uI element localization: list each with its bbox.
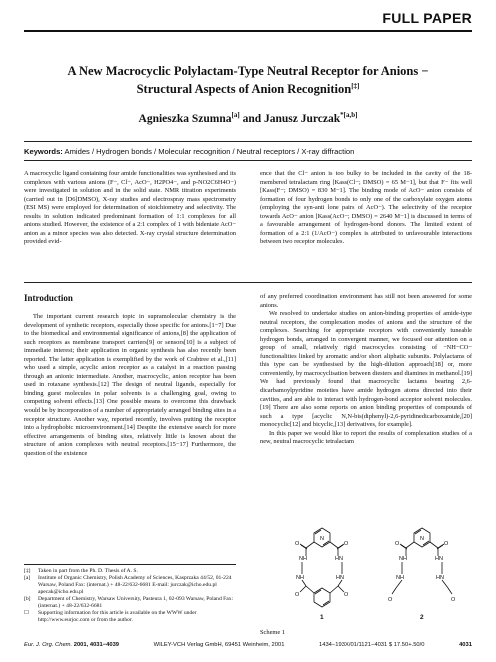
footer-publisher: WILEY-VCH Verlag GmbH, 69451 Weinheim, 2001 [153,642,285,648]
atom-o-1a: O [295,541,300,547]
compound-1-benzene [314,588,330,607]
atom-nh-2a: NH [399,556,407,562]
footnote-2 [24,575,236,596]
footnotes [24,568,236,624]
keywords [24,147,472,156]
intro-right-column [260,293,472,447]
atom-o-1b: O [344,541,349,547]
footnote-text: Department of Chemistry, Warsaw University, Pasteura 1, 02-093 Warsaw, Poland Fax: (internat.) + 48-22/632-6681 [38,596,234,609]
intro-heading: Introduction [24,293,73,303]
scheme-1-label: Scheme 1 [260,629,286,636]
footer-citation-text: 2001, 4031−4039 [73,642,120,648]
intro-paragraph-cont: of any preferred coordination environment has still not been answered for some anions. [260,293,472,309]
footer-issn: 1434−193X/01/1121−4031 $ 17.50+.50/0 [319,642,425,648]
atom-nh-2c: NH [396,575,404,581]
footnote-text: Institute of Organic Chemistry, Polish Academy of Sciences, Kasprzaka 44/52, 01-224 Warsaw, Poland Fax: (internat.) + 48-22/632-6681 E-mail: jurczak@icho.edu.pl apecak@icho.edu.pl [38,575,232,595]
header-label: FULL PAPER [382,10,472,26]
atom-o-2c: O [388,597,393,603]
atom-n-2: N [420,536,424,542]
footer-journal: Eur. J. Org. Chem. [24,642,73,648]
footer-page-number: 4031 [459,642,472,648]
title-line-2-text: Structural Aspects of Anion Recognition [136,82,352,97]
keywords-text: Amides / Hydrogen bonds / Molecular recognition / Neutral receptors / X-ray diffraction [64,147,355,156]
keywords-rule-bottom [24,160,472,161]
atom-o-1c: O [295,592,300,598]
intro-paragraph-2: We resolved to undertake studies on anion-binding properties of amide-type neutral receptors, the complexation modes of anions and the structure of the complexes. Searching for appropriate receptors with conveniently tuneable hydrogen bonds, arranged in convergent manner, we focused our attention on a group of small, relatively rigid macrocycles consisting of −NH−CO− functionalities linked by aromatic and/or short aliphatic subunits. Polylactams of this type can be synthesised by the high-dilution approach[18] or, more conveniently, by macrocyclisation between diesters and diamines in methanol.[19] We had previously found that macrocyclic lactams bearing 2,6-dicarbamoylpyridine moieties have amide hydrogen atoms directed into their cavities, and are able to interact with hydrogen-bond acceptor solvent molecules.[19] There are also some reports on anion binding properties of compounds of such a type [acyclic N,N-bis(diphenyl)-2,6-pyridinedicarboxamide,[20] monocyclic[12] and bicyclic,[13] derivatives, for example]. [260,310,472,429]
author-2-affil: *[a,b] [340,111,358,119]
atom-hn-2d: HN [436,575,444,581]
title-line-2 [40,79,456,97]
author-and: and [242,112,262,125]
authors [40,111,456,125]
footer-citation [24,642,119,648]
compound-2-label: 2 [420,614,424,621]
footnote-1 [24,568,236,575]
footnote-mark: [‡] [24,568,31,574]
page-footer [24,642,472,648]
atom-o-2b: O [444,541,449,547]
abstract-rule [24,282,472,283]
author-2: Janusz Jurczak [263,112,341,125]
intro-left-column [24,313,236,458]
atom-nh-1a: NH [299,556,307,562]
atom-hn-1d: HN [336,575,344,581]
intro-paragraph-1: The important current research topic in supramolecular chemistry is the development of synthetic receptors, especially those specific for anions.[1−7] Due to the biomedical and environmental significance of anions,[8] the application of such receptors as membrane transport carriers[9] or sensors[10] is a subject of immediate interest; their application in organic synthesis has also recently been reported. The latter application is exemplified by the work of Crabtree et al.,[11] who used a simple, acyclic anion receptor as a catalyst in a reaction passing through an anionic intermediate. Another, macrocyclic, anion receptor has been used in rotaxane synthesis.[12] The design of neutral ligands, especially for binding guest molecules in polar solvents is a challenging goal, owing to competing solvent effects.[13] One possible means to overcome this drawback would be by incorporation of a number of appropriately arranged binding sites in a receptor structure. Another way, reported recently, involves putting the receptor into a hydrophobic microenvironment.[14] Despite the extensive search for more effective arrangements of binding sites, relatively little is known about the structure of anion complexes with neutral receptors.[15−17] Furthermore, the question of the existence [24,313,236,457]
scheme-1-structures [282,522,472,622]
atom-o-1d: O [344,592,349,598]
footnote-3 [24,596,236,610]
footnote-text: Supporting information for this article is available on the WWW under http://www.eurjoc.com or from the author. [38,610,197,623]
title-ref: [‡] [351,82,360,90]
abstract-left: A macrocyclic ligand containing four amide functionalities was synthesised and its complexes with various anions (F−, Cl−, AcO−, H2PO4−, and p-NO2C6H4O−) were investigated in solution and in the solid state. NMR titration experiments (carried out in [D6]DMSO), X-ray studies and electrospray mass spectrometry (ESI MS) were employed for determination of stoichiometry and selectivity. The results in solution indicated predominant formation of 1:1 complexes for all anions studied. However, the existence of a 2:1 complex of 1 with bidentate AcO− anion as a minor species was also detected. X-ray crystal structure determination provided evid- [24,170,236,246]
footnote-4 [24,610,236,624]
author-1: Agnieszka Szumna [138,112,232,125]
intro-paragraph-3: In this paper we would like to report the results of complexation studies of a new, neutral macrocyclic tetralactam [260,429,472,446]
compound-1-label: 1 [320,614,324,621]
footnote-mark: [a] [24,575,31,581]
abstract-right: ence that the Cl− anion is too bulky to be included in the cavity of the 18-membered tetralactam ring [Kass(Cl−; DMSO) = 65 M−1], but that F− fits well [Kass(F−; DMSO) = 830 M−1]. The binding mode of AcO− anion consists of formation of four hydrogen bonds to only one of the carboxylate oxygen atoms (employing the syn-anti lone pairs of AcO−). The selectivity of the receptor towards AcO− anion [Kass(AcO−; DMSO) = 2640 M−1] is discussed in terms of a favourable arrangement of hydrogen-bond donors. The limited extent of formation of a 2:1 (1/AcO−) complex is attributed to unfavourable interactions between two receptor molecules. [260,170,472,246]
header-rule [24,30,472,32]
atom-nh-1c: NH [296,575,304,581]
footnote-rule [24,564,236,565]
article-title [40,64,456,97]
keywords-rule-top [24,141,472,142]
atom-hn-1b: HN [335,556,343,562]
atom-n-1: N [320,536,324,542]
atom-hn-2b: HN [435,556,443,562]
atom-o-2a: O [395,541,400,547]
supporting-info-icon: ☐ [24,610,30,616]
keywords-label: Keywords: [24,147,63,156]
footnote-mark: [b] [24,596,31,602]
footnote-text: Taken in part from the Ph. D. Thesis of A. S. [38,568,138,574]
author-1-affil: [a] [231,111,240,119]
atom-o-2d: O [451,597,456,603]
title-line-1: A New Macrocyclic Polylactam-Type Neutral Receptor for Anions − [67,64,429,78]
